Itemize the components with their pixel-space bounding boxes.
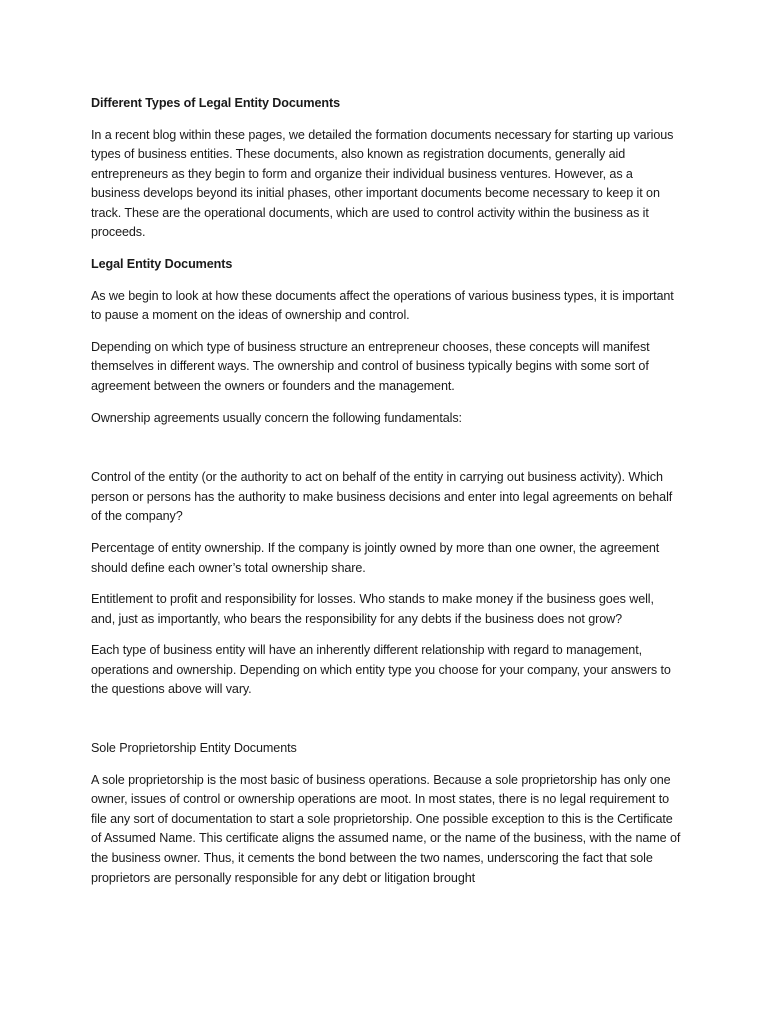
fundamental-profit-loss: Entitlement to profit and responsibility for losses. Who stands to make money if the business goes well, and, just as importantly, who bears the responsibility for any debts if the business does not grow? bbox=[91, 592, 654, 626]
intro-paragraph: In a recent blog within these pages, we detailed the formation documents necessary for starting up various types of business entities. These documents, also known as registration documents, generally aid entrepreneurs as they begin to form and organize their individual business ventures. However, as a business develops beyond its initial phases, other important documents become necessary to keep it on track. These are the operational documents, which are used to control activity within the business as it proceeds. bbox=[91, 127, 674, 240]
paragraph-business-structure: Depending on which type of business structure an entrepreneur chooses, these concepts will manifest themselves in different ways. The ownership and control of business typically begins with some sort of agreement between the owners or founders and the management. bbox=[91, 339, 650, 393]
spacer bbox=[91, 712, 681, 739]
section-heading-legal-entity-documents: Legal Entity Documents bbox=[91, 257, 233, 272]
fundamental-percentage: Percentage of entity ownership. If the company is jointly owned by more than one owner, the agreement should define each owner’s total ownership share. bbox=[91, 540, 660, 575]
paragraph-ownership-control: As we begin to look at how these documents affect the operations of various business types, it is important to pause a moment on the ideas of ownership and control. bbox=[91, 288, 674, 323]
document-title: Different Types of Legal Entity Documents bbox=[91, 96, 340, 110]
paragraph-entity-relationship: Each type of business entity will have an inherently different relationship with regard to management, operations and ownership. Depending on which entity type you choose for your company, your answers to the questions above will vary. bbox=[91, 643, 671, 697]
spacer bbox=[91, 440, 681, 468]
fundamental-control: Control of the entity (or the authority to act on behalf of the entity in carrying out business activity). Which person or persons has the authority to make business decisions and enter into legal agreements on behalf of the company? bbox=[91, 470, 673, 524]
document-page bbox=[91, 94, 681, 900]
paragraph-sole-proprietorship: A sole proprietorship is the most basic of business operations. Because a sole proprietorship has only one owner, issues of control or ownership operations are moot. In most states, there is no legal requirement to file any sort of documentation to start a sole proprietorship. One possible exception to this is the Certificate of Assumed Name. This certificate aligns the assumed name, or the name of the business, with the name of the business owner. Thus, it cements the bond between the two names, underscoring the fact that sole proprietors are personally responsible for any debt or litigation brought bbox=[91, 772, 681, 885]
section-heading-sole-proprietorship: Sole Proprietorship Entity Documents bbox=[91, 741, 297, 756]
paragraph-ownership-agreements: Ownership agreements usually concern the following fundamentals: bbox=[91, 410, 462, 425]
